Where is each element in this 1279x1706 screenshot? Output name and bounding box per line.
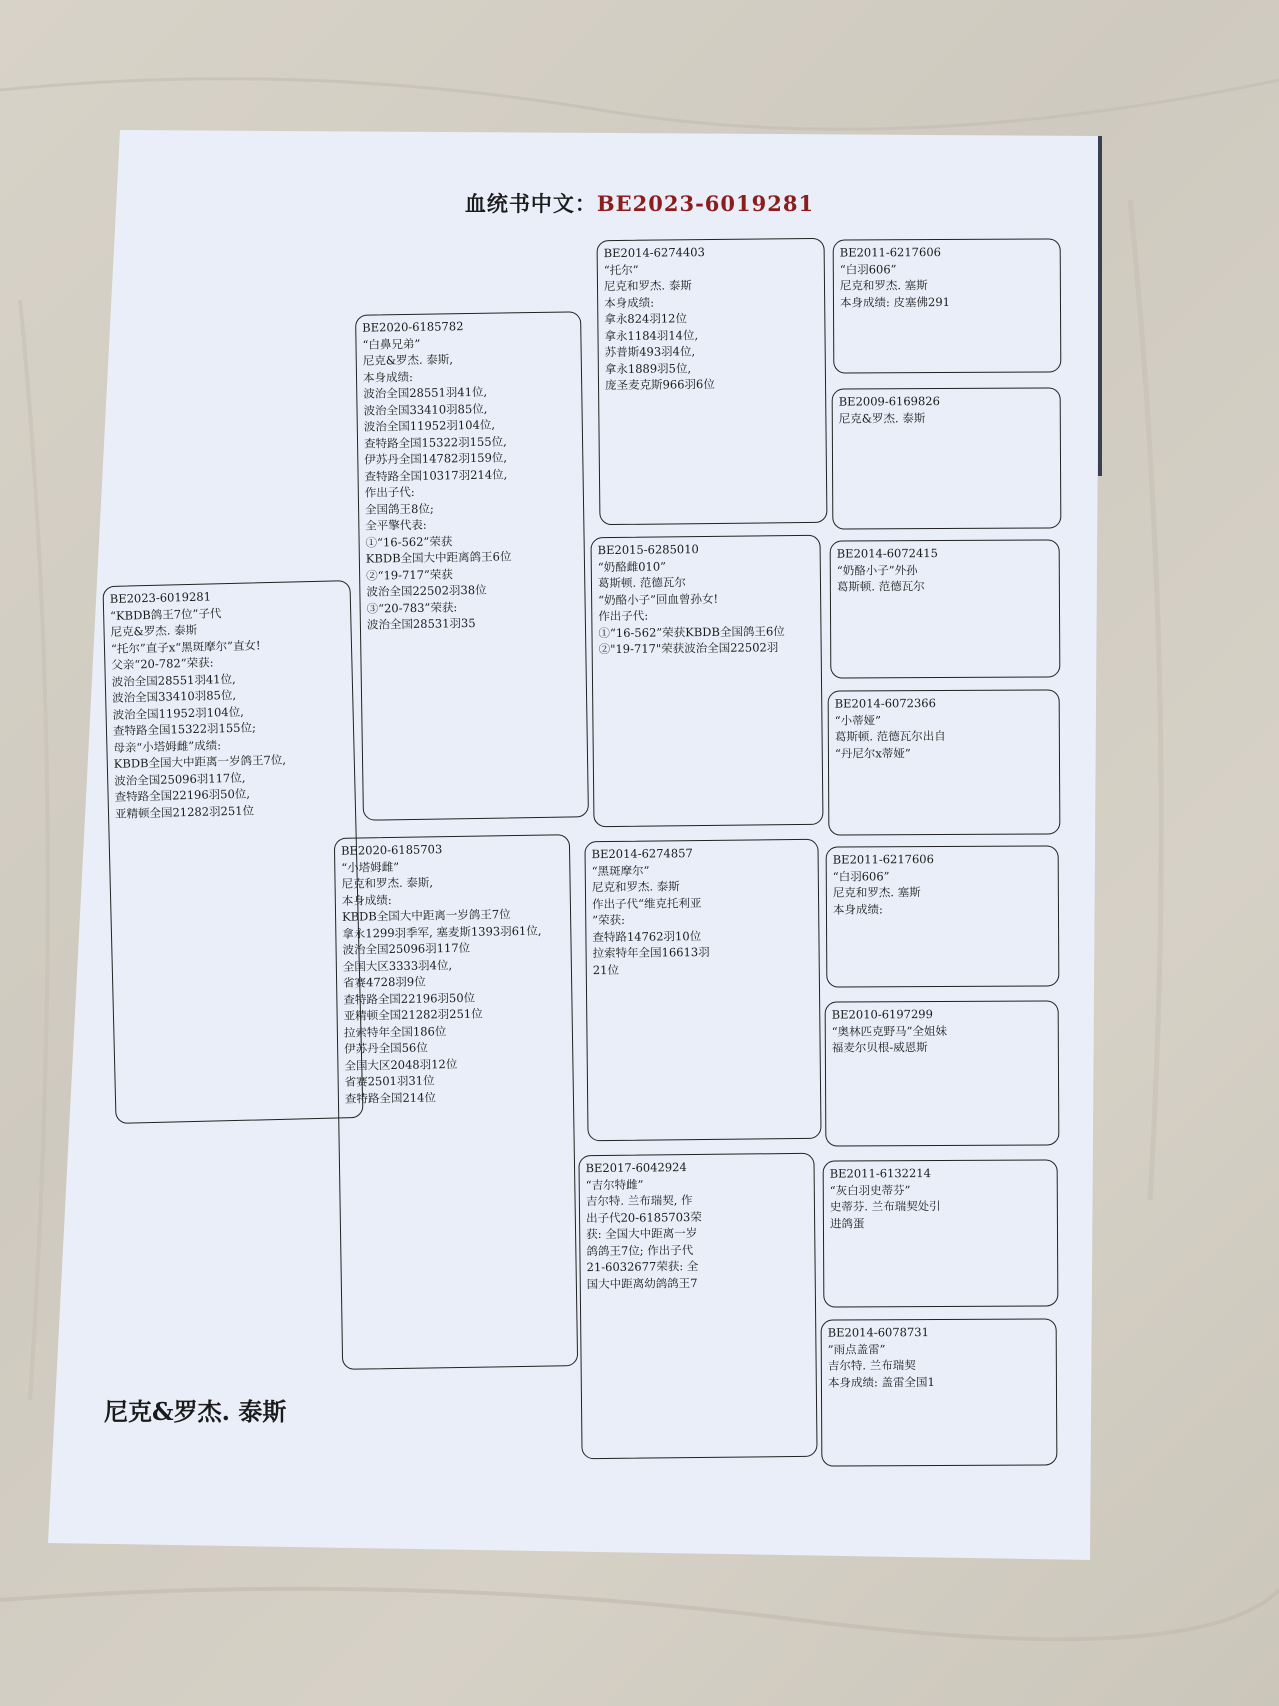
pedigree-line: “小蒂娅” — [834, 712, 882, 728]
ring-number: BE2010-6197299 — [831, 1007, 933, 1022]
pedigree-line: 全国大区3333羽4位, — [342, 957, 453, 974]
pedigree-line: 全国大区2048羽12位 — [344, 1056, 458, 1073]
ring-number: BE2014-6078731 — [827, 1325, 929, 1340]
pedigree-line: 作出子代: — [364, 484, 415, 500]
dam-dam-dam-box — [821, 1318, 1058, 1466]
dam-sire-sire-box — [826, 845, 1060, 987]
pedigree-line: 波治全国33410羽85位, — [112, 687, 237, 705]
sire-sire-sire-box — [833, 238, 1062, 373]
ring-number: BE2014-6072415 — [836, 546, 938, 561]
pedigree-line: 波治全国11952羽104位, — [112, 704, 244, 722]
sire-dam-dam-box — [828, 689, 1061, 835]
pedigree-line: ②“19-717”荣获 — [366, 566, 453, 583]
pedigree-line: 尼克和罗杰. 泰斯, — [341, 875, 434, 891]
pedigree-line: KBDB全国大中距离一岁鸽王7位, — [113, 752, 287, 771]
pedigree-line: 拿永824羽12位 — [604, 311, 688, 327]
ring-number: BE2011-6217606 — [832, 852, 934, 867]
pedigree-line: 查特路全国15322羽155位; — [112, 720, 257, 738]
pedigree-line: 鸽鸽王7位; 作出子代 — [586, 1242, 694, 1258]
ring-number: BE2023-6019281 — [109, 589, 212, 606]
subject-pigeon-box — [102, 580, 363, 1124]
dam-box — [334, 834, 578, 1370]
pedigree-line: 拉索特年全国16613羽 — [592, 944, 710, 961]
ring-number: BE2020-6185703 — [340, 842, 443, 858]
pedigree-line: 母亲“小塔姆雌”成绩: — [113, 737, 222, 755]
pedigree-line: “奥林匹克野马”全姐妹 — [831, 1023, 948, 1039]
pedigree-line: 尼克和罗杰. 泰斯 — [591, 879, 680, 895]
pedigree-line: 波治全国33410羽85位, — [363, 401, 488, 418]
pedigree-line: 波治全国25096羽117位, — [114, 770, 246, 788]
pedigree-line: 本身成绩: 盖雷全国1 — [827, 1374, 935, 1390]
pedigree-line: 省赛2501羽31位 — [344, 1073, 435, 1089]
pedigree-line: 获: 全国大中距离一岁 — [586, 1226, 698, 1242]
pedigree-line: 葛斯顿. 范德瓦尔 — [836, 579, 925, 594]
pedigree-line: “丹尼尔x蒂娅” — [834, 745, 911, 761]
pedigree-line: 尼克&罗杰. 泰斯, — [362, 352, 454, 368]
pedigree-line: 吉尔特. 兰布瑞契 — [827, 1358, 916, 1373]
sire-dam-box — [590, 535, 823, 827]
pedigree-line: KBDB全国大中距离一岁鸽王7位 — [341, 907, 511, 924]
title-ring-number: BE2023-6019281 — [596, 191, 815, 216]
pedigree-line: 福麦尔贝根-威恩斯 — [831, 1040, 928, 1055]
pedigree-line: “KBDB鸽王7位”子代 — [110, 605, 222, 623]
pedigree-line: ③“20-783”荣获: — [366, 599, 458, 616]
ring-number: BE2009-6169826 — [838, 394, 940, 409]
pedigree-line: 本身成绩: — [832, 901, 883, 917]
pedigree-line: “奶酪小子”外孙 — [836, 562, 918, 578]
pedigree-line: 国大中距离幼鸽鸽王7 — [586, 1275, 698, 1291]
pedigree-line: 查特路全国22196羽50位, — [114, 786, 251, 804]
pedigree-line: ①“16-562”荣获 — [365, 533, 453, 550]
pedigree-line: 伊苏丹全国56位 — [344, 1040, 428, 1056]
pedigree-line: 查特路14762羽10位 — [592, 928, 702, 944]
pedigree-line: 省赛4728羽9位 — [343, 974, 426, 990]
pedigree-line: 本身成绩: 皮塞佛291 — [839, 294, 950, 310]
pedigree-line: 伊苏丹全国14782羽159位, — [364, 450, 508, 467]
pedigree-line: 史蒂芬. 兰布瑞契处引 — [829, 1198, 941, 1214]
ring-number: BE2011-6132214 — [829, 1166, 931, 1181]
ring-number: BE2014-6072366 — [834, 696, 936, 711]
sire-sire-box — [597, 238, 828, 525]
pedigree-line: 21-6032677荣获: 全 — [586, 1258, 699, 1275]
pedigree-line: 波治全国22502羽38位 — [366, 582, 487, 599]
sire-dam-sire-box — [830, 539, 1061, 678]
ring-number: BE2014-6274857 — [591, 846, 693, 862]
pedigree-line: 查特路全国22196羽50位 — [343, 990, 476, 1007]
pedigree-line: 查特路全国15322羽155位, — [363, 433, 507, 451]
pedigree-line: 亚精顿全国21282羽251位 — [114, 802, 255, 821]
ring-number: BE2015-6285010 — [597, 542, 699, 558]
breeder-signature: 尼克&罗杰. 泰斯 — [104, 1397, 287, 1426]
pedigree-line: 本身成绩: — [362, 369, 413, 385]
pedigree-line: 出子代20-6185703荣 — [585, 1209, 702, 1225]
sheet-edge-shadow — [1098, 136, 1102, 476]
pedigree-line: “白羽606” — [832, 868, 890, 884]
pedigree-line: 庞圣麦克斯966羽6位 — [604, 376, 715, 393]
page-title — [0, 188, 1279, 218]
ring-number: BE2020-6185782 — [362, 319, 464, 335]
pedigree-line: 亚精顿全国21282羽251位 — [343, 1006, 483, 1023]
dam-dam-sire-box — [823, 1159, 1059, 1307]
pedigree-line: 21位 — [592, 962, 619, 977]
pedigree-line: 葛斯顿. 范德瓦尔出自 — [834, 728, 946, 744]
pedigree-line: KBDB全国大中距离鸽王6位 — [365, 549, 512, 566]
pedigree-line: 查特路全国214位 — [344, 1089, 436, 1106]
dam-dam-box — [578, 1153, 817, 1459]
pedigree-line: 尼克&罗杰. 泰斯 — [838, 410, 926, 426]
pedigree-line: “白羽606” — [839, 261, 897, 277]
pedigree-line: “白鼻兄弟” — [362, 336, 421, 352]
pedigree-line: “托尔”直子x“黑斑摩尔”直女! — [110, 637, 261, 656]
ring-number: BE2011-6217606 — [839, 245, 941, 260]
sire-box — [355, 311, 589, 820]
pedigree-line: “奶酪小子”回血曾孙女! — [598, 591, 719, 607]
pedigree-line: 尼克和罗杰. 泰斯 — [603, 278, 692, 294]
sire-sire-dam-box — [832, 387, 1062, 529]
pedigree-line: 进鸽蛋 — [829, 1215, 865, 1231]
pedigree-line: 尼克和罗杰. 塞斯 — [832, 885, 921, 900]
pedigree-line: 拿永1184羽14位, — [604, 327, 699, 343]
pedigree-line: 波治全国28531羽35 — [366, 615, 476, 632]
pedigree-line: 波治全国28551羽41位, — [111, 671, 236, 689]
ring-number: BE2017-6042924 — [585, 1160, 687, 1176]
pedigree-line: 作出子代: — [598, 608, 649, 624]
pedigree-line: 葛斯顿. 范德瓦尔 — [597, 575, 686, 591]
pedigree-line: “吉尔特雌” — [585, 1177, 644, 1192]
pedigree-line: ”荣获: — [592, 912, 626, 928]
pedigree-line: 吉尔特. 兰布瑞契, 作 — [585, 1193, 693, 1209]
pedigree-line: “黑斑摩尔” — [591, 863, 650, 878]
pedigree-line: ②"19-717"荣获波治全国22502羽 — [598, 640, 779, 657]
pedigree-line: ①“16-562”荣获KBDB全国鸽王6位 — [598, 623, 785, 640]
pedigree-line: “小塔姆雌” — [341, 859, 400, 875]
pedigree-line: ”雨点盖雷” — [827, 1341, 886, 1357]
dam-sire-dam-box — [825, 1000, 1060, 1146]
pedigree-line: 父亲“20-782”荣获: — [111, 655, 214, 672]
pedigree-line: 全平擎代表: — [365, 517, 427, 533]
pedigree-line: “奶酪雌010” — [597, 558, 667, 574]
pedigree-line: 波治全国25096羽117位 — [342, 940, 471, 957]
dam-sire-box — [584, 839, 821, 1141]
pedigree-line: 作出子代“维克托利亚 — [592, 895, 702, 911]
pedigree-line: 全国鸽王8位; — [364, 501, 434, 517]
pedigree-line: 苏普斯493羽4位, — [604, 344, 696, 360]
pedigree-line: 波治全国28551羽41位, — [363, 384, 488, 401]
title-label: 血统书中文： — [464, 191, 597, 216]
pedigree-line: 本身成绩: — [341, 892, 392, 908]
pedigree-line: 本身成绩: — [604, 295, 655, 310]
pedigree-line: 拿永1299羽季军, 塞麦斯1393羽61位, — [342, 923, 542, 941]
pedigree-line: “灰白羽史蒂芬” — [829, 1182, 911, 1198]
pedigree-line: 波治全国11952羽104位, — [363, 417, 496, 434]
pedigree-line: 查特路全国10317羽214位, — [364, 466, 508, 484]
pedigree-line: “托尔” — [603, 262, 639, 277]
ring-number: BE2014-6274403 — [603, 245, 705, 261]
pedigree-line: 拉索特年全国186位 — [343, 1023, 447, 1040]
pedigree-line: 尼克和罗杰. 塞斯 — [839, 278, 928, 293]
pedigree-line: 尼克&罗杰. 泰斯 — [110, 622, 198, 639]
pedigree-line: 拿永1889羽5位, — [604, 360, 692, 376]
